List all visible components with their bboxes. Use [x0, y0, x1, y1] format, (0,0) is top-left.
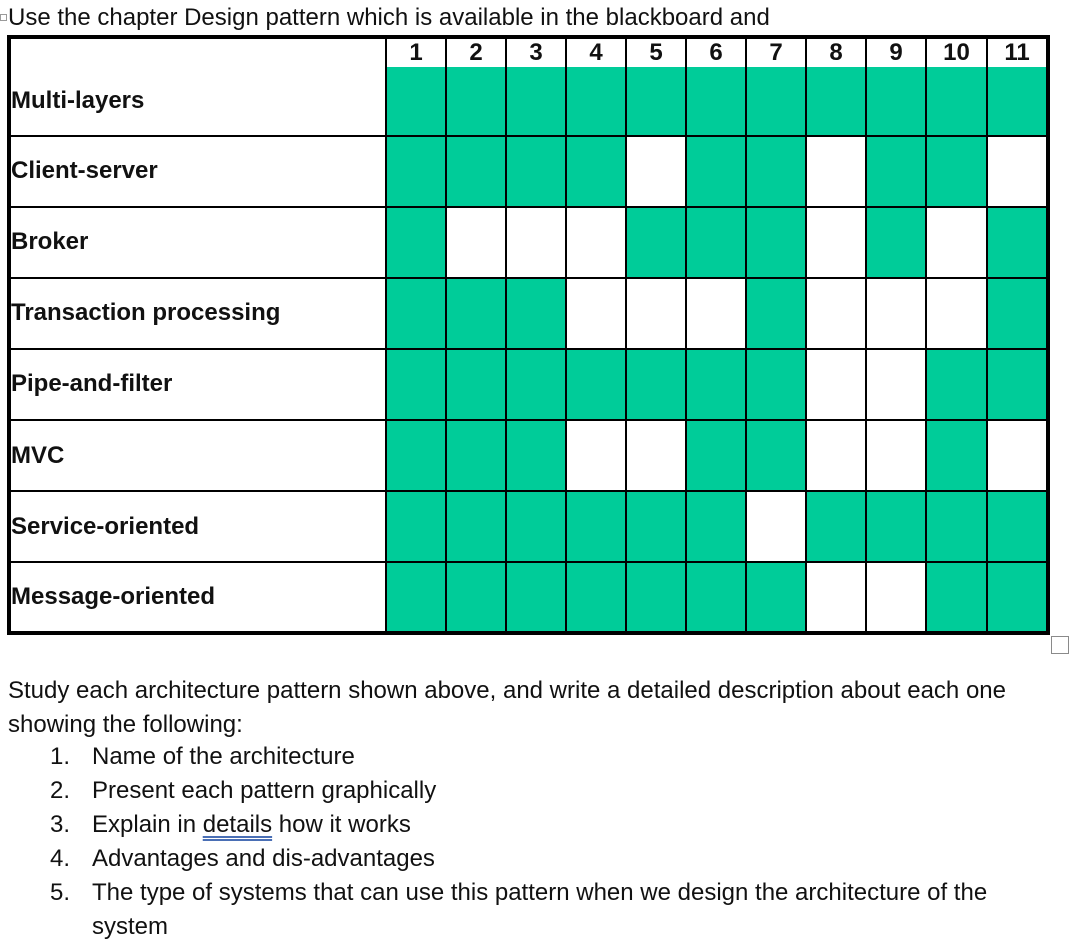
instruction-paragraph — [8, 674, 1006, 742]
filled-cell — [386, 136, 446, 207]
column-header: 3 — [506, 39, 566, 67]
table-resize-handle[interactable] — [1051, 636, 1069, 654]
filled-cell — [566, 67, 626, 136]
table-row — [11, 349, 1046, 420]
filled-cell — [386, 278, 446, 349]
column-header: 2 — [446, 39, 506, 67]
filled-cell — [446, 349, 506, 420]
list-item: 3. Explain in details how it works — [50, 811, 411, 838]
instruction-line-1: Study each architecture pattern shown above, and write a detailed description about each one — [8, 677, 1006, 704]
filled-cell — [926, 349, 987, 420]
filled-cell — [686, 562, 746, 631]
filled-cell — [987, 349, 1046, 420]
empty-cell — [806, 136, 866, 207]
empty-cell — [746, 491, 806, 562]
filled-cell — [926, 420, 987, 491]
list-item: 5. The type of systems that can use this pattern when we design the architecture of the — [50, 879, 988, 906]
filled-cell — [566, 136, 626, 207]
table-row — [11, 136, 1046, 207]
empty-cell — [806, 207, 866, 278]
filled-cell — [506, 349, 566, 420]
table-row — [11, 207, 1046, 278]
filled-cell — [386, 491, 446, 562]
filled-cell — [866, 136, 926, 207]
filled-cell — [987, 278, 1046, 349]
filled-cell — [446, 420, 506, 491]
filled-cell — [866, 207, 926, 278]
filled-cell — [806, 67, 866, 136]
filled-cell — [446, 278, 506, 349]
empty-cell — [626, 420, 686, 491]
empty-cell — [446, 207, 506, 278]
column-header: 9 — [866, 39, 926, 67]
filled-cell — [626, 562, 686, 631]
filled-cell — [926, 491, 987, 562]
column-header: 6 — [686, 39, 746, 67]
filled-cell — [386, 349, 446, 420]
empty-cell — [626, 278, 686, 349]
filled-cell — [566, 491, 626, 562]
row-label: Pipe-and-filter — [11, 349, 386, 420]
filled-cell — [866, 67, 926, 136]
row-label: Broker — [11, 207, 386, 278]
filled-cell — [987, 207, 1046, 278]
empty-cell — [866, 349, 926, 420]
filled-cell — [566, 349, 626, 420]
filled-cell — [746, 562, 806, 631]
column-header: 10 — [926, 39, 987, 67]
empty-cell — [987, 136, 1046, 207]
list-item: system — [92, 913, 169, 940]
filled-cell — [926, 562, 987, 631]
filled-cell — [506, 491, 566, 562]
filled-cell — [566, 562, 626, 631]
empty-cell — [566, 420, 626, 491]
list-item: 4. Advantages and dis-advantages — [50, 845, 435, 872]
corner-cell — [11, 39, 386, 67]
empty-cell — [806, 420, 866, 491]
row-label: MVC — [11, 420, 386, 491]
filled-cell — [746, 278, 806, 349]
filled-cell — [926, 67, 987, 136]
filled-cell — [506, 420, 566, 491]
filled-cell — [686, 420, 746, 491]
filled-cell — [746, 349, 806, 420]
spelling-flag[interactable]: details — [202, 811, 273, 838]
filled-cell — [686, 67, 746, 136]
empty-cell — [686, 278, 746, 349]
empty-cell — [806, 349, 866, 420]
pattern-table — [11, 39, 1046, 631]
table-row — [11, 278, 1046, 349]
row-label: Service-oriented — [11, 491, 386, 562]
filled-cell — [386, 562, 446, 631]
pattern-matrix — [7, 35, 1050, 635]
filled-cell — [446, 491, 506, 562]
filled-cell — [746, 67, 806, 136]
empty-cell — [626, 136, 686, 207]
filled-cell — [446, 562, 506, 631]
filled-cell — [686, 491, 746, 562]
column-header: 4 — [566, 39, 626, 67]
empty-cell — [866, 278, 926, 349]
table-row — [11, 562, 1046, 631]
empty-cell — [806, 562, 866, 631]
list-item: 2. Present each pattern graphically — [50, 777, 437, 804]
empty-cell — [566, 207, 626, 278]
filled-cell — [686, 207, 746, 278]
list-item: 1. Name of the architecture — [50, 743, 355, 770]
filled-cell — [866, 491, 926, 562]
table-move-handle[interactable] — [0, 14, 7, 21]
intro-text: Use the chapter Design pattern which is available in the blackboard and — [8, 4, 770, 31]
column-header: 11 — [987, 39, 1046, 67]
filled-cell — [987, 491, 1046, 562]
filled-cell — [746, 420, 806, 491]
filled-cell — [806, 491, 866, 562]
filled-cell — [987, 562, 1046, 631]
empty-cell — [866, 562, 926, 631]
empty-cell — [566, 278, 626, 349]
row-label: Message-oriented — [11, 562, 386, 631]
filled-cell — [506, 278, 566, 349]
filled-cell — [987, 67, 1046, 136]
requirements-list — [0, 740, 987, 944]
filled-cell — [626, 67, 686, 136]
filled-cell — [506, 67, 566, 136]
filled-cell — [626, 349, 686, 420]
empty-cell — [506, 207, 566, 278]
table-row — [11, 420, 1046, 491]
filled-cell — [446, 136, 506, 207]
filled-cell — [446, 67, 506, 136]
empty-cell — [866, 420, 926, 491]
table-row — [11, 67, 1046, 136]
filled-cell — [746, 207, 806, 278]
column-header: 8 — [806, 39, 866, 67]
filled-cell — [386, 67, 446, 136]
empty-cell — [926, 207, 987, 278]
filled-cell — [626, 207, 686, 278]
instruction-line-2: showing the following: — [8, 711, 243, 738]
column-header: 5 — [626, 39, 686, 67]
row-label: Multi-layers — [11, 67, 386, 136]
row-label: Client-server — [11, 136, 386, 207]
filled-cell — [746, 136, 806, 207]
empty-cell — [806, 278, 866, 349]
filled-cell — [686, 136, 746, 207]
filled-cell — [506, 136, 566, 207]
column-header: 1 — [386, 39, 446, 67]
empty-cell — [926, 278, 987, 349]
filled-cell — [926, 136, 987, 207]
row-label: Transaction processing — [11, 278, 386, 349]
filled-cell — [506, 562, 566, 631]
table-row — [11, 491, 1046, 562]
empty-cell — [987, 420, 1046, 491]
header-row — [11, 39, 1046, 67]
filled-cell — [686, 349, 746, 420]
filled-cell — [626, 491, 686, 562]
filled-cell — [386, 420, 446, 491]
filled-cell — [386, 207, 446, 278]
column-header: 7 — [746, 39, 806, 67]
